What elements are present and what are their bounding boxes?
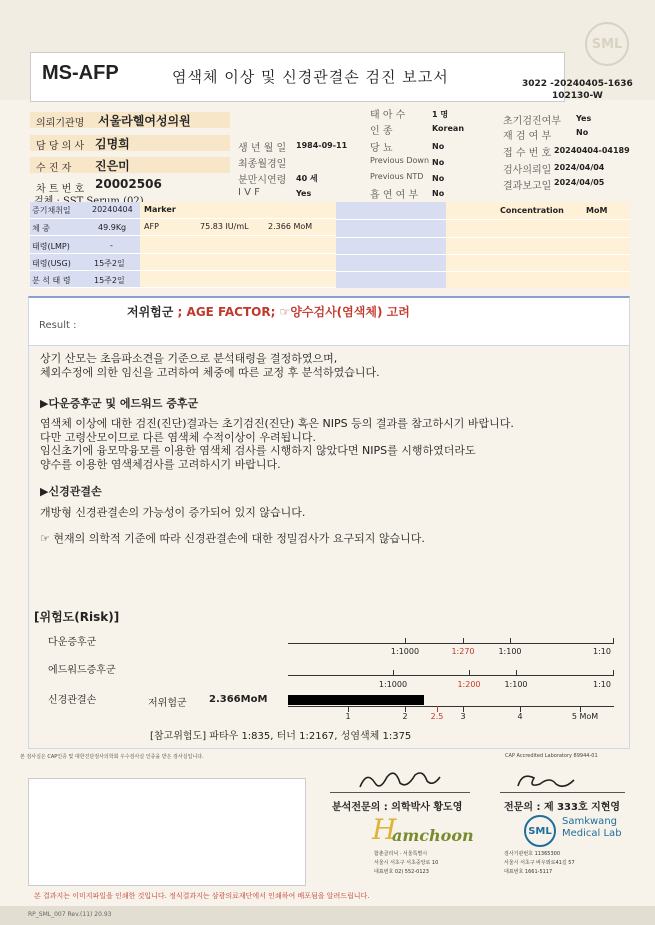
result-date-label: 결과보고일	[503, 181, 552, 192]
smoke-label: 흡 연 여 부	[370, 190, 419, 201]
reexam-value: No	[576, 128, 589, 137]
ntd-tick-label: 5 MoM	[571, 712, 599, 721]
measure-table	[30, 202, 336, 288]
diabetes-value: No	[432, 142, 445, 151]
prev-ntd-value: No	[432, 174, 445, 183]
institution-label: 의뢰기관명	[36, 118, 85, 129]
concentration-table	[336, 202, 630, 288]
smoke-value: No	[432, 189, 445, 198]
receipt-label: 접 수 번 호	[503, 148, 552, 159]
edwards-tick-label: 1:100	[504, 680, 528, 689]
race-value: Korean	[432, 124, 465, 133]
prev-down-label: Previous Down	[370, 156, 430, 165]
edwards-tick-label: 1:1000	[378, 680, 408, 689]
down-heading: ▶다운증후군 및 에드워드 증후군	[40, 397, 199, 410]
comment-box	[28, 778, 306, 886]
test-code: MS-AFP	[42, 62, 119, 84]
birth-label: 생 년 월 일	[238, 143, 287, 154]
lmp-label: 최종월경일	[238, 159, 287, 170]
request-value: 2024/04/04	[554, 163, 605, 172]
down-tick-label: 1:1000	[390, 647, 420, 656]
ntd-tick-label: 1	[345, 712, 351, 721]
examinee-value: 진은미	[95, 159, 130, 173]
ivf-value: Yes	[296, 189, 312, 198]
conc-header: Concentration	[500, 206, 564, 215]
bottom-note: 본 결과지는 이미지파일을 인쇄한 것입니다. 정식결과지는 삼광의료재단에서 인쇄하여 배포됨을 알려드립니다.	[34, 892, 370, 900]
ntd-tick-label: 4	[517, 712, 523, 721]
down-risk-label: 다운증후군	[48, 637, 97, 648]
reference-risk: [참고위험도] 파타우 1:835, 터너 1:2167, 성염색체 1:375	[150, 731, 412, 742]
prev-down-value: No	[432, 158, 445, 167]
birth-value: 1984-09-11	[296, 141, 348, 150]
report-number: 3022 -20240405-1636 102130-W	[522, 79, 633, 101]
down-tick-label: 1:100	[498, 647, 522, 656]
doctor-value: 김명희	[95, 137, 130, 151]
footnote-right: CAP Accredited Laboratory 89944-01	[505, 753, 598, 759]
ntd-risk-mom: 2.366MoM	[209, 694, 268, 705]
prev-ntd-label: Previous NTD	[370, 172, 424, 181]
first-exam-label: 초기검진여부	[503, 116, 561, 127]
examinee-label: 수 진 자	[36, 163, 72, 174]
age-value: 40 세	[296, 174, 318, 183]
hamchoon-logo-h: H	[372, 813, 397, 846]
samkwang-logo-text: Samkwang Medical Lab	[562, 816, 622, 839]
institution-value: 서울라헬여성의원	[98, 114, 191, 128]
fetus-label: 태 아 수	[370, 110, 406, 121]
edwards-risk-label: 에드워드증후군	[48, 665, 116, 676]
risk-title: [위험도(Risk)]	[34, 610, 120, 624]
fetus-value: 1 명	[432, 110, 449, 119]
result-text: 저위험군 ; AGE FACTOR; ☞양수검사(염색체) 고려	[127, 305, 410, 319]
diabetes-label: 당 뇨	[370, 143, 393, 154]
hamchoon-address: 함춘클리닉 · 서울특별시 서울시 서초구 서초중앙로 10 대표번호 02) 552-0123	[374, 851, 439, 875]
receipt-value: 20240404-04189	[554, 146, 630, 155]
reexam-label: 재 검 여 부	[503, 131, 552, 142]
age-label: 분만시연령	[238, 175, 287, 186]
ntd-axis	[288, 706, 614, 707]
chart-label: 차 트 번 호	[36, 184, 85, 195]
chart-value: 20002506	[95, 177, 162, 191]
specialist-signature	[512, 768, 582, 792]
samkwang-address: 검사기관번호 11365300 서울시 서초구 바우뫼로41길 57 대표번호 1661-5117	[504, 851, 575, 875]
table-row: 분 석 태 령 15주2일	[30, 271, 336, 288]
table-row: 체 중 49.9Kg AFP 75.83 IU/mL 2.366 MoM	[30, 219, 336, 236]
form-code: RP_SML_007 Rev.(11) 20.93	[28, 911, 112, 918]
mom-header: MoM	[586, 206, 608, 215]
ivf-label: I V F	[238, 187, 260, 198]
ntd-mom-bar	[288, 695, 424, 705]
interpretation: 상기 산모는 초음파소견을 기준으로 분석태령을 결정하였으며, 체외수정에 의한 임신을 고려하여 체중에 따른 교정 후 분석하였습니다.	[40, 352, 380, 379]
first-exam-value: Yes	[576, 114, 592, 123]
specialist-name: 전문의 : 제 333호 지현영	[504, 802, 621, 813]
down-text: 염색체 이상에 대한 검진(진단)결과는 초기검진(진단) 혹은 NIPS 등의 결과를 참고하시기 바랍니다. 다만 고령산모이므로 다른 염색체 수적이상이 우려됩니다. 임신초기에 융모막융모를 이용한 염색체 검사를 시행하지 않았다면 NIPS를 시행하였더라도 양수를 이용한 염색체검사를 고려하시기 바랍니다.	[40, 417, 514, 471]
race-label: 인 종	[370, 126, 393, 137]
hamchoon-logo: amchoon	[392, 826, 474, 845]
ntd-tick-label: 2	[402, 712, 408, 721]
result-box	[28, 296, 630, 346]
edwards-tick-label: 1:200	[457, 680, 481, 689]
result-date-value: 2024/04/05	[554, 178, 605, 187]
analyst-name: 분석전문의 : 의학박사 황도영	[332, 802, 463, 813]
edwards-axis	[288, 675, 614, 676]
down-tick-label: 1:270	[451, 647, 475, 656]
down-tick-label: 1:10	[593, 647, 611, 656]
ntd-tick-label: 3	[460, 712, 466, 721]
sml-logo: SML	[585, 22, 629, 66]
table-row: 태령(LMP) -	[30, 237, 336, 254]
edwards-tick-label: 1:10	[593, 680, 611, 689]
request-label: 검사의뢰일	[503, 165, 552, 176]
ntd-heading: ▶신경관결손	[40, 485, 102, 498]
samkwang-logo-icon: SML	[524, 815, 556, 847]
ntd-risk-label: 신경관결손	[48, 695, 97, 706]
down-axis	[288, 643, 614, 644]
ntd-risk-group: 저위험군	[148, 698, 187, 709]
report-title: 염색체 이상 및 신경관결손 검진 보고서	[172, 68, 449, 86]
ntd-text-2: ☞ 현재의 의학적 기준에 따라 신경관결손에 대한 정밀검사가 요구되지 않습니다.	[40, 532, 425, 545]
table-row: 증기채취일 20240404 Marker	[30, 202, 336, 219]
footnote-left: 본 검사실은 CAP인증 및 대한진단검사의학회 우수검사실 인증을 받은 검사실입니다.	[20, 754, 204, 760]
result-label: Result :	[39, 320, 77, 331]
ntd-tick-label: 2.5	[430, 712, 444, 721]
table-row: 태령(USG) 15주2일	[30, 254, 336, 271]
ntd-text-1: 개방형 신경관결손의 가능성이 증가되어 있지 않습니다.	[40, 506, 306, 519]
analyst-signature	[355, 765, 445, 795]
doctor-label: 담 당 의 사	[36, 141, 85, 152]
